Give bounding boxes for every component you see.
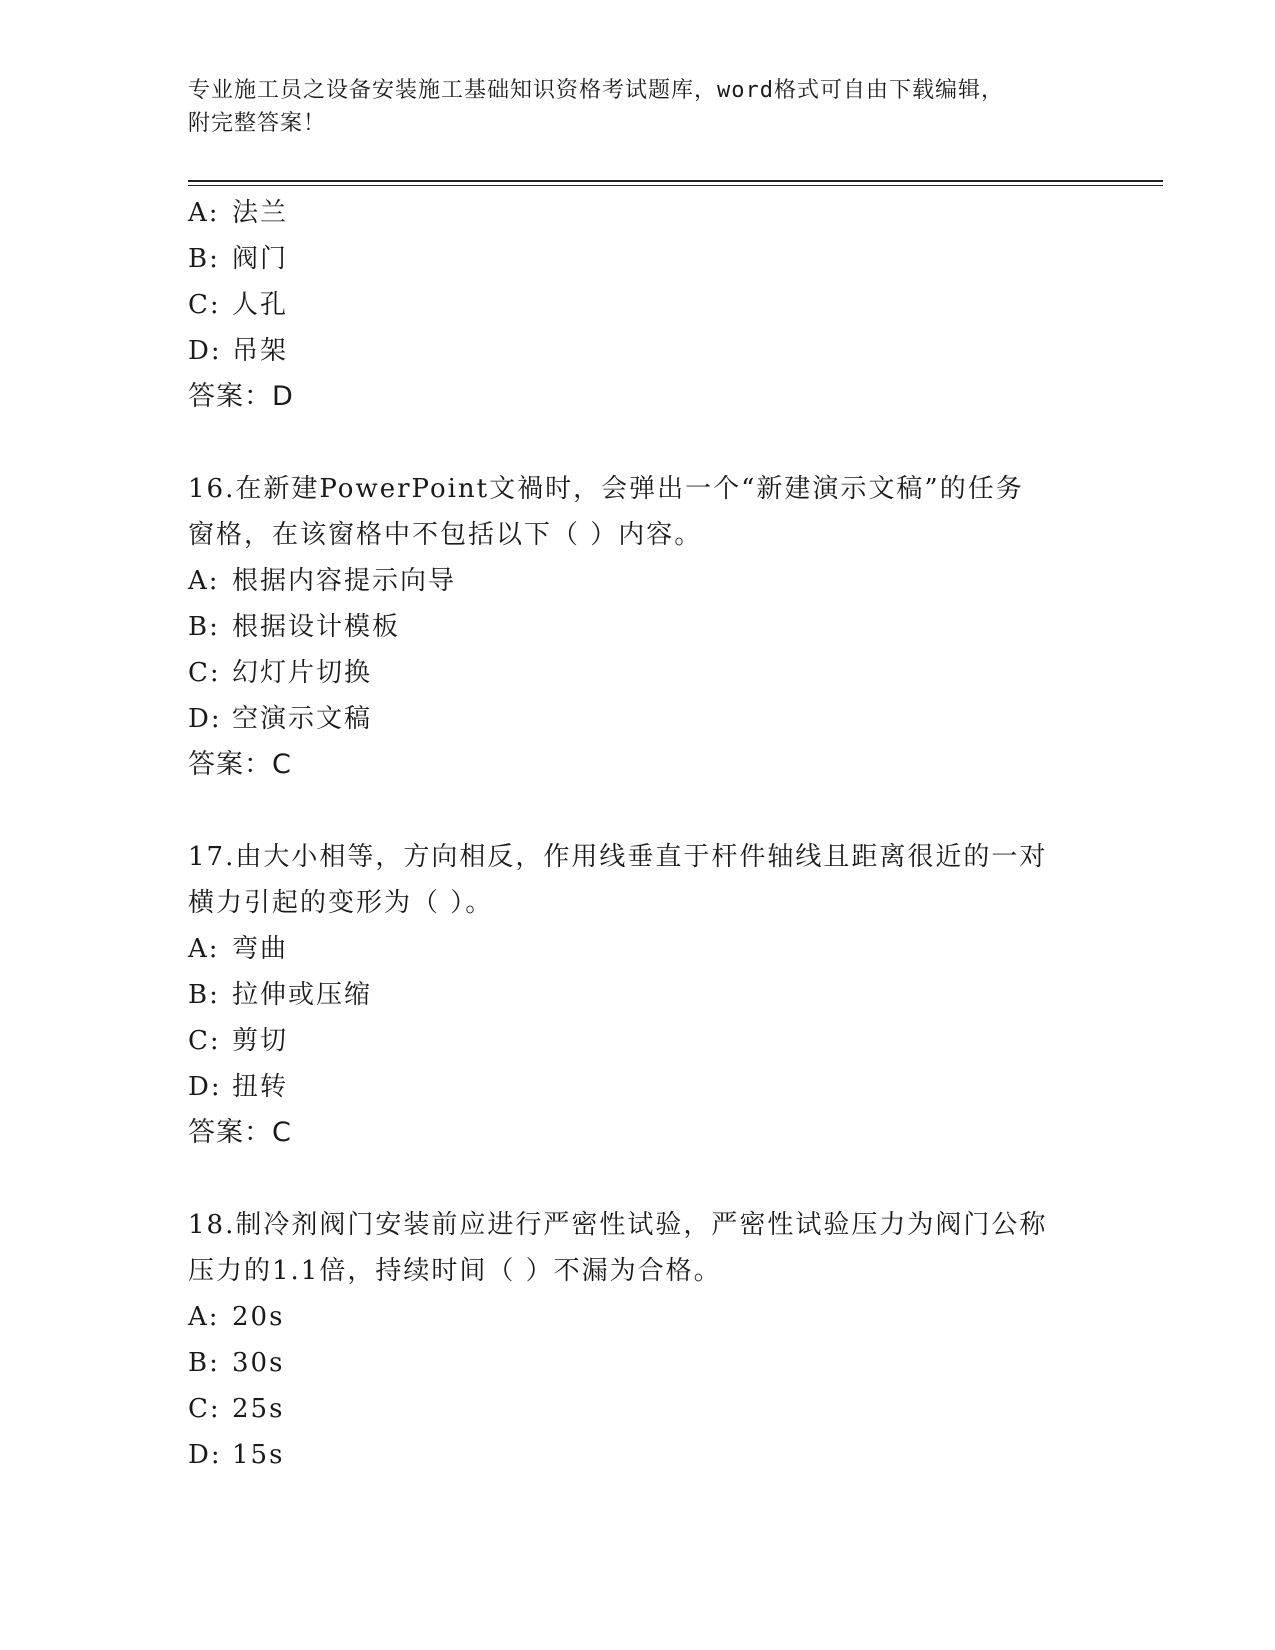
- spacer: [188, 1156, 1088, 1202]
- question-stem-line-1: 17.由大小相等，方向相反，作用线垂直于杆件轴线且距离很近的一对: [188, 842, 1048, 872]
- option-a: [188, 558, 1088, 604]
- question-stem-line-2: 横力引起的变形为（ ）。: [188, 888, 494, 918]
- option-key: A:: [188, 1302, 220, 1332]
- header-divider: [188, 180, 1163, 182]
- option-c: [188, 650, 1088, 696]
- option-text: 30s: [232, 1348, 285, 1378]
- question-list: [188, 190, 1088, 1478]
- option-key: C:: [188, 1026, 221, 1056]
- option-key: B:: [188, 244, 220, 274]
- question-18: [188, 1202, 1088, 1478]
- option-text: 20s: [232, 1302, 285, 1332]
- option-a: [188, 926, 1088, 972]
- option-text: 阀门: [232, 244, 289, 274]
- question-17: [188, 834, 1088, 1156]
- spacer: [188, 420, 1088, 466]
- question-stem-line-1: 18.制冷剂阀门安装前应进行严密性试验，严密性试验压力为阀门公称: [188, 1210, 1048, 1240]
- question-stem-line-2: 窗格，在该窗格中不包括以下（ ）内容。: [188, 520, 703, 550]
- option-text: 扭转: [232, 1072, 289, 1102]
- option-b: [188, 972, 1088, 1018]
- option-c: [188, 1386, 1088, 1432]
- question-16: [188, 466, 1088, 788]
- option-text: 法兰: [232, 198, 289, 228]
- question-15: [188, 190, 1088, 420]
- option-d: [188, 1432, 1088, 1478]
- option-d: [188, 1064, 1088, 1110]
- option-d: [188, 328, 1088, 374]
- option-text: 15s: [232, 1440, 285, 1470]
- option-b: [188, 236, 1088, 282]
- option-key: A:: [188, 198, 220, 228]
- option-text: 弯曲: [232, 934, 289, 964]
- option-b: [188, 1340, 1088, 1386]
- option-text: 幻灯片切换: [232, 658, 373, 688]
- option-key: C:: [188, 1394, 221, 1424]
- option-d: [188, 696, 1088, 742]
- option-key: B:: [188, 1348, 220, 1378]
- option-text: 剪切: [232, 1026, 289, 1056]
- option-key: C:: [188, 658, 221, 688]
- option-c: [188, 1018, 1088, 1064]
- option-a: [188, 190, 1088, 236]
- question-stem-line-2: 压力的1.1倍，持续时间（ ）不漏为合格。: [188, 1256, 722, 1286]
- option-text: 空演示文稿: [232, 704, 373, 734]
- option-key: D:: [188, 704, 222, 734]
- option-key: B:: [188, 980, 220, 1010]
- option-text: 25s: [232, 1394, 285, 1424]
- header-divider-thin: [188, 185, 1163, 186]
- header-title-line-2: 附完整答案！: [188, 111, 327, 136]
- option-text: 根据设计模板: [232, 612, 401, 642]
- header-title-line-1: 专业施工员之设备安装施工基础知识资格考试题库，word格式可自由下载编辑，: [188, 78, 1004, 103]
- option-key: C:: [188, 290, 221, 320]
- answer-line: 答案：C: [188, 749, 292, 780]
- option-key: D:: [188, 1440, 222, 1470]
- option-c: [188, 282, 1088, 328]
- option-b: [188, 604, 1088, 650]
- answer-line: 答案：D: [188, 381, 294, 412]
- option-key: A:: [188, 566, 220, 596]
- option-text: 人孔: [232, 290, 289, 320]
- option-key: B:: [188, 612, 220, 642]
- option-text: 根据内容提示向导: [232, 566, 457, 596]
- question-stem-line-1: 16.在新建PowerPoint文禍时，会弹出一个“新建演示文稿”的任务: [188, 474, 1024, 504]
- answer-line: 答案：C: [188, 1117, 292, 1148]
- spacer: [188, 788, 1088, 834]
- option-a: [188, 1294, 1088, 1340]
- option-key: A:: [188, 934, 220, 964]
- option-text: 吊架: [232, 336, 289, 366]
- option-key: D:: [188, 1072, 222, 1102]
- option-text: 拉伸或压缩: [232, 980, 373, 1010]
- option-key: D:: [188, 336, 222, 366]
- page-header: [188, 74, 1088, 140]
